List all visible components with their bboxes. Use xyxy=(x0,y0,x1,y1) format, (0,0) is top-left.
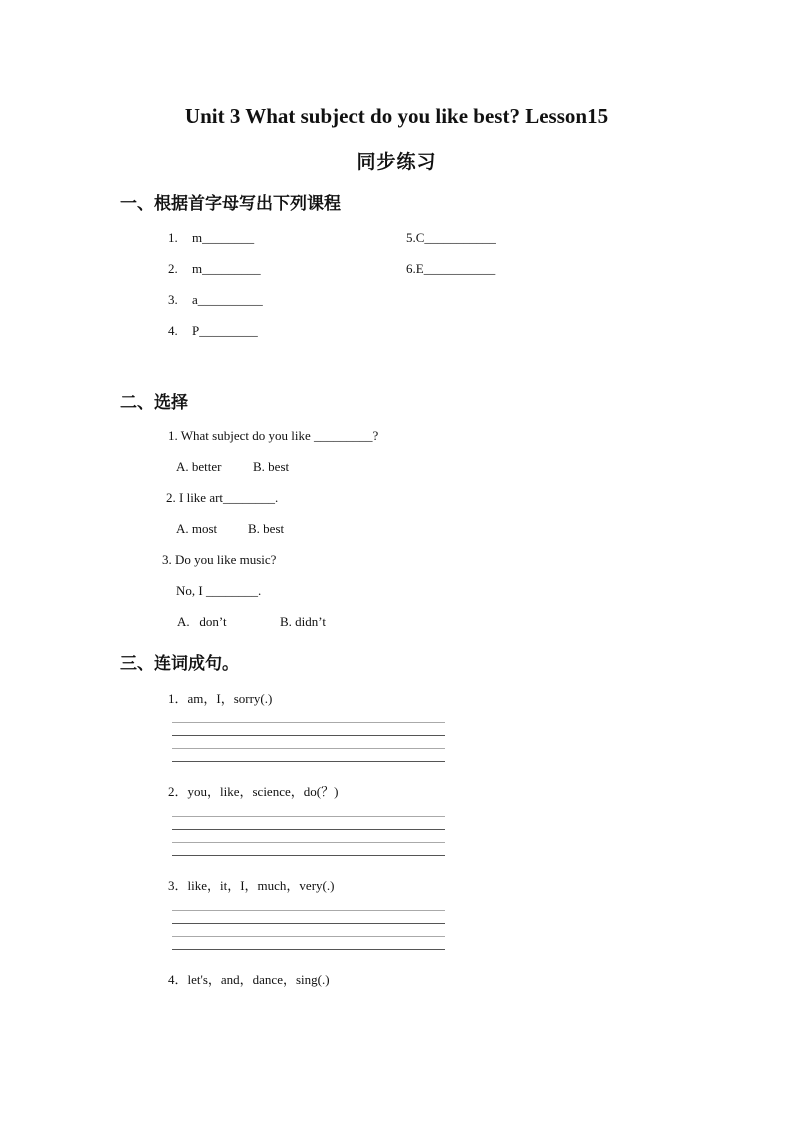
question-2-option-a: A. most xyxy=(176,521,218,536)
answer-lines-2 xyxy=(172,816,445,868)
sentence-item-2: 2．you，like，science，do(？) xyxy=(168,784,339,799)
item-number: 2. xyxy=(168,261,178,276)
answer-lines-3 xyxy=(172,910,445,962)
blank-item-2 xyxy=(168,261,261,277)
section-2-heading: 二、选择 xyxy=(120,393,188,413)
item-text: m_________ xyxy=(192,261,261,276)
section-3-heading: 三、连词成句。 xyxy=(120,654,239,674)
page-title: Unit 3 What subject do you like best? Lesson15 xyxy=(184,104,609,128)
question-1-option-a: A. better xyxy=(176,459,222,474)
question-1-option-b: B. best xyxy=(253,459,290,474)
question-3-stem: 3. Do you like music? xyxy=(162,552,277,567)
blank-item-3 xyxy=(168,292,263,308)
sentence-item-4: 4．let's，and，dance，sing(.) xyxy=(168,972,330,987)
question-1-stem: 1. What subject do you like _________? xyxy=(168,428,379,443)
question-3-option-a: A. don’t xyxy=(177,614,227,629)
item-text: a__________ xyxy=(192,292,263,307)
blank-item-5: 5.C___________ xyxy=(406,230,496,245)
page-subtitle: 同步练习 xyxy=(356,151,437,173)
item-number: 4. xyxy=(168,323,178,338)
sentence-item-1: 1．am，I，sorry(.) xyxy=(168,691,273,706)
question-2-stem: 2. I like art________. xyxy=(166,490,279,505)
section-1-heading: 一、根据首字母写出下列课程 xyxy=(120,194,341,214)
item-text: P_________ xyxy=(192,323,258,338)
sentence-item-3: 3．like，it，I，much，very(.) xyxy=(168,878,335,893)
question-3-option-b: B. didn’t xyxy=(280,614,326,629)
item-number: 3. xyxy=(168,292,178,307)
blank-item-1 xyxy=(168,230,254,246)
blank-item-4 xyxy=(168,323,258,339)
question-3-line2: No, I ________. xyxy=(176,583,262,598)
item-text: m________ xyxy=(192,230,255,245)
item-number: 1. xyxy=(168,230,178,245)
question-2-option-b: B. best xyxy=(248,521,285,536)
blank-item-6: 6.E___________ xyxy=(406,261,496,276)
answer-lines-1 xyxy=(172,722,445,774)
